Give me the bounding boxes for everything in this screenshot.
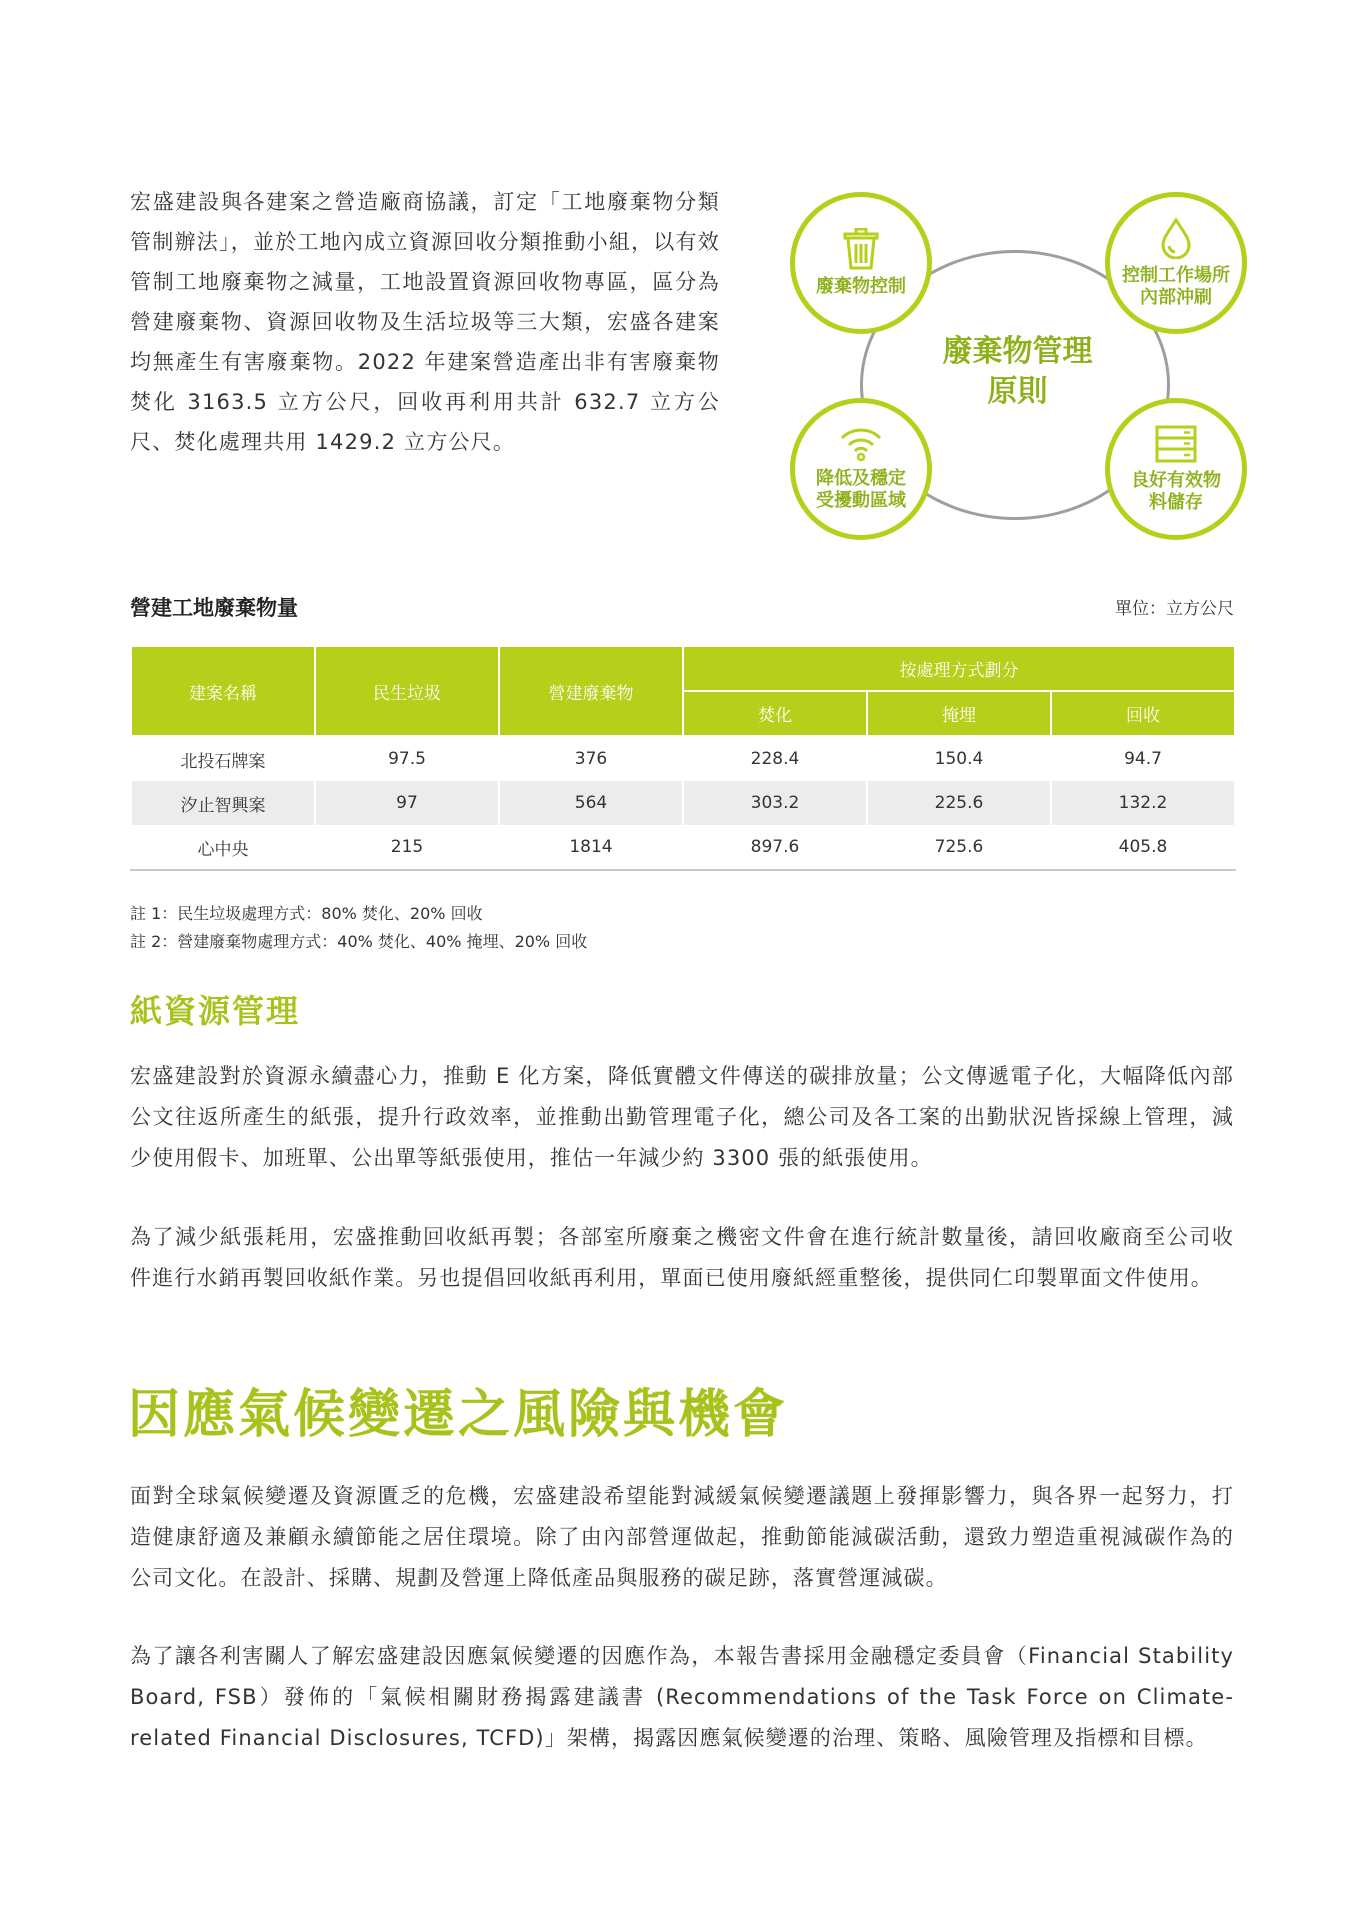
paper-paragraph-2: 為了減少紙張耗用，宏盛推動回收紙再製；各部室所廢棄之機密文件會在進行統計數量後，請回收廠商至公司收件進行水銷再製回收紙作業。另也提倡回收紙再利用，單面已使用廢紙經重整後，提供同仁印製單面文件使用。: [130, 1225, 1234, 1290]
table-row: [131, 736, 1235, 781]
table-row: [131, 781, 1235, 825]
cell-construction: 376: [499, 736, 683, 781]
th-method-group: 按處理方式劃分: [683, 646, 1235, 691]
cell-domestic: 97.5: [315, 736, 499, 781]
cell-project: 汐止智興案: [131, 781, 315, 825]
cell-landfill: 225.6: [867, 781, 1051, 825]
cell-project: 心中央: [131, 825, 315, 870]
cell-construction: 564: [499, 781, 683, 825]
cell-landfill: 150.4: [867, 736, 1051, 781]
node-label: 良好有效物料儲存: [1131, 470, 1221, 513]
wifi-signal-icon: [839, 426, 883, 462]
climate-paragraph-2: 為了讓各利害關人了解宏盛建設因應氣候變遷的因應作為，本報告書採用金融穩定委員會（Financial Stability Board, FSB）發佈的「氣候相關財務揭露建議書 (Recommendations of the Task Force on Climate-related Financial Disclosures, TCFD)」架構，揭露因應氣候變遷的治理、策略、風險管理及指標和目標。: [130, 1644, 1234, 1750]
diagram-center-title: 廢棄物管理原則: [942, 334, 1093, 409]
cell-project: 北投石牌案: [131, 736, 315, 781]
waste-principles-diagram: [780, 190, 1260, 550]
trash-icon: [841, 228, 881, 270]
cell-incineration: 897.6: [683, 825, 867, 870]
waste-table: [130, 645, 1236, 871]
node-runoff-control: [1105, 192, 1247, 334]
th-domestic: 民生垃圾: [315, 646, 499, 736]
table-caption: 營建工地廢棄物量: [130, 596, 298, 620]
cell-recycle: 405.8: [1051, 825, 1235, 870]
th-construction: 營建廢棄物: [499, 646, 683, 736]
th-landfill: 掩埋: [867, 691, 1051, 736]
paper-heading: 紙資源管理: [130, 992, 301, 1030]
cell-domestic: 215: [315, 825, 499, 870]
cell-incineration: 303.2: [683, 781, 867, 825]
note-1: 註 1：民生垃圾處理方式：80% 焚化、20% 回收: [130, 904, 483, 923]
cell-recycle: 94.7: [1051, 736, 1235, 781]
th-incineration: 焚化: [683, 691, 867, 736]
table-unit: 單位：立方公尺: [1115, 599, 1234, 619]
table-notes: [130, 900, 587, 956]
climate-paragraph-1: 面對全球氣候變遷及資源匱乏的危機，宏盛建設希望能對減緩氣候變遷議題上發揮影響力，與各界一起努力，打造健康舒適及兼顧永續節能之居住環境。除了由內部營運做起，推動節能減碳活動，還致力塑造重視減碳作為的公司文化。在設計、採購、規劃及營運上降低產品與服務的碳足跡，落實營運減碳。: [130, 1484, 1234, 1590]
cell-incineration: 228.4: [683, 736, 867, 781]
node-label: 降低及穩定受擾動區域: [816, 468, 906, 511]
cell-construction: 1814: [499, 825, 683, 870]
table-row: [131, 825, 1235, 870]
th-project: 建案名稱: [131, 646, 315, 736]
note-2: 註 2：營建廢棄物處理方式：40% 焚化、40% 掩埋、20% 回收: [130, 932, 588, 951]
climate-heading: 因應氣候變遷之風險與機會: [128, 1385, 789, 1445]
th-recycle: 回收: [1051, 691, 1235, 736]
storage-rack-icon: [1154, 424, 1198, 464]
cell-domestic: 97: [315, 781, 499, 825]
cell-recycle: 132.2: [1051, 781, 1235, 825]
cell-landfill: 725.6: [867, 825, 1051, 870]
node-waste-control: [790, 192, 932, 334]
node-disturbed-area: [790, 398, 932, 540]
intro-paragraph: 宏盛建設與各建案之營造廠商協議，訂定「工地廢棄物分類管制辦法」，並於工地內成立資源回收分類推動小組，以有效管制工地廢棄物之減量，工地設置資源回收物專區，區分為營建廢棄物、資源回收物及生活垃圾等三大類，宏盛各建案均無產生有害廢棄物。2022 年建案營造產出非有害廢棄物焚化 3163.5 立方公尺，回收再利用共計 632.7 立方公尺、焚化處理共用 1429.2 立方公尺。: [130, 190, 720, 454]
node-material-storage: [1105, 398, 1247, 540]
paper-paragraph-1: 宏盛建設對於資源永續盡心力，推動 E 化方案，降低實體文件傳送的碳排放量；公文傳遞電子化，大幅降低內部公文往返所產生的紙張，提升行政效率，並推動出勤管理電子化，總公司及各工案的出勤狀況皆採線上管理，減少使用假卡、加班單、公出單等紙張使用，推估一年減少約 3300 張的紙張使用。: [130, 1064, 1234, 1170]
water-drop-icon: [1159, 217, 1193, 259]
node-label: 控制工作場所內部沖刷: [1122, 265, 1230, 308]
node-label: 廢棄物控制: [816, 276, 906, 297]
